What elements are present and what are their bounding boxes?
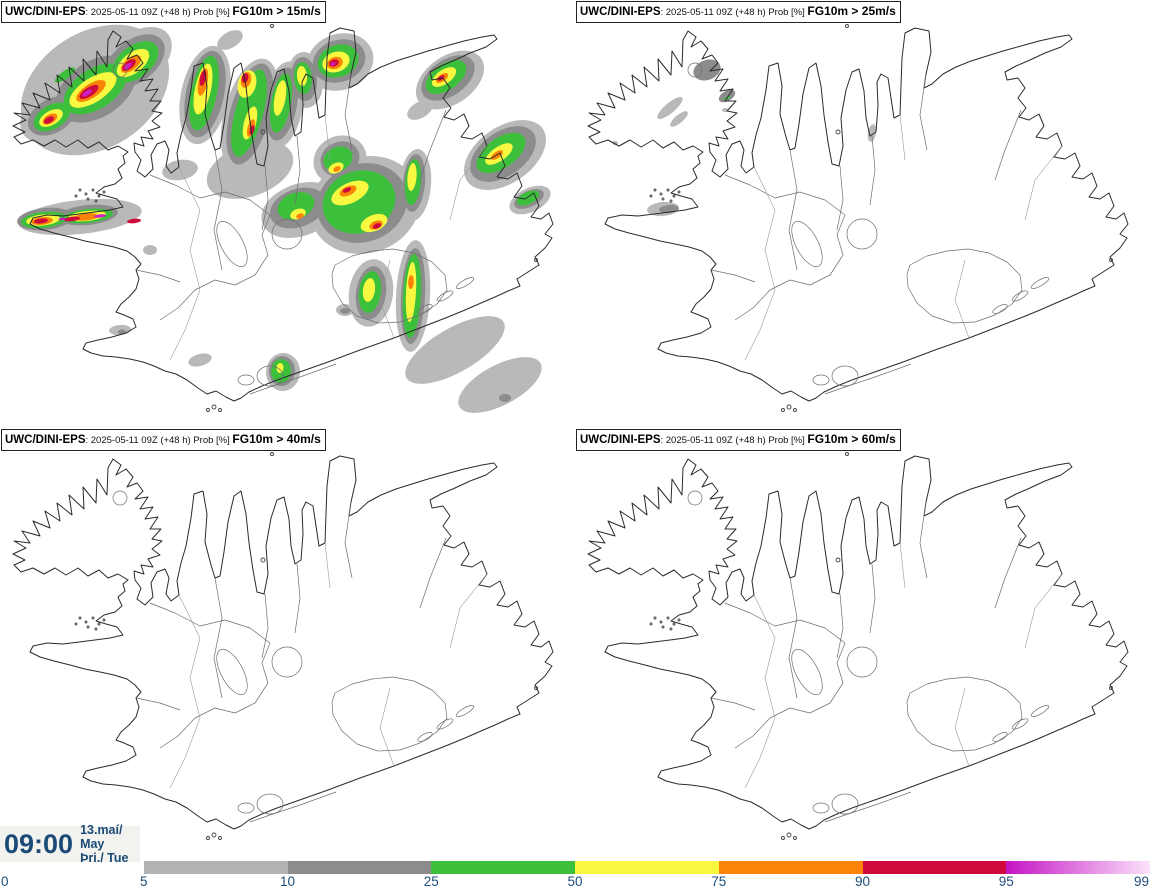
prob-overlay-fg25 [612,56,878,218]
valid-date-line1: 13.maí/ May [80,823,123,851]
colorbar-labels [0,874,1150,891]
valid-date-line2: Þri./ Tue [80,851,129,865]
valid-time: 09:00 [4,828,74,859]
map-prob-fg15 [0,20,575,430]
colorbar-segment-75-90 [719,861,863,874]
colorbar-tick-5: 5 [139,874,148,889]
prob-contour-l1 [143,245,157,255]
panel-title-fg15 [1,1,326,23]
colorbar-segment-5-10 [144,861,288,874]
panel-title-fg60 [576,429,901,451]
colorbar-tick-75: 75 [711,874,727,889]
run-info: : 2025-05-11 09Z (+48 h) Prob [%] [660,435,808,446]
run-info: : 2025-05-11 09Z (+48 h) Prob [%] [85,7,233,18]
threshold-label: FG10m > 25m/s [807,4,896,18]
colorbar-tick-10: 10 [279,874,296,889]
panel-title-fg25 [576,1,901,23]
model-name: UWC/DINI-EPS [5,434,86,446]
colorbar-segment-95-99 [1006,861,1150,874]
colorbar-tick-90: 90 [854,874,871,889]
colorbar-tick-0: 0 [1,874,9,889]
run-info: : 2025-05-11 09Z (+48 h) Prob [%] [85,435,233,446]
model-name: UWC/DINI-EPS [580,6,661,18]
valid-time-box [0,823,140,865]
probability-colorbar [0,861,1150,874]
model-name: UWC/DINI-EPS [5,6,86,18]
valid-date [80,823,140,865]
colorbar-segment-25-50 [431,861,575,874]
panel-title-fg40 [1,429,326,451]
prob-contour-l2 [499,394,511,402]
colorbar-segment-90-95 [863,861,1007,874]
threshold-label: FG10m > 60m/s [807,432,896,446]
threshold-label: FG10m > 40m/s [232,432,321,446]
colorbar-tick-95: 95 [998,874,1014,889]
model-name: UWC/DINI-EPS [580,434,661,446]
prob-contour-l1 [161,157,200,183]
colorbar-segment-10-25 [288,861,432,874]
colorbar-segment-50-75 [575,861,719,874]
map-prob-fg60 [575,448,1150,858]
prob-contour-l1 [187,351,213,369]
colorbar-tick-50: 50 [567,874,583,889]
run-info: : 2025-05-11 09Z (+48 h) Prob [%] [660,7,808,18]
colorbar-tick-25: 25 [423,874,439,889]
colorbar-tick-99: 99 [1133,874,1149,889]
threshold-label: FG10m > 15m/s [232,4,321,18]
map-prob-fg40 [0,448,575,858]
map-prob-fg25 [575,20,1150,430]
